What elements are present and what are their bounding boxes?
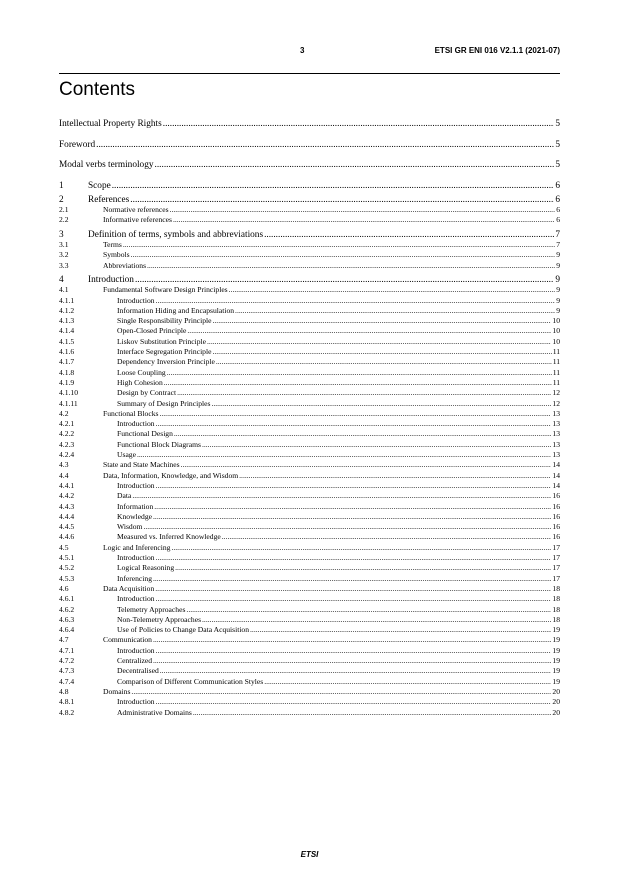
toc-entry-page: 17 xyxy=(552,553,560,562)
toc-entry-number: 4.1.11 xyxy=(59,398,78,408)
toc-entry-number: 4.4.5 xyxy=(59,522,75,532)
toc-leader-dots xyxy=(250,626,551,634)
toc-entry[interactable] xyxy=(59,461,560,469)
toc-entry-page: 14 xyxy=(552,480,560,490)
toc-leader-dots xyxy=(164,379,552,387)
toc-entry-number: 4.4 xyxy=(59,470,69,480)
toc-entry-page: 19 xyxy=(552,625,560,635)
page-number: 3 xyxy=(300,46,305,55)
toc-entry-page: 5 xyxy=(555,139,560,150)
toc-entry-page: 11 xyxy=(552,347,560,356)
toc-entry[interactable] xyxy=(59,420,560,428)
toc-leader-dots xyxy=(173,216,555,224)
toc-entry-title: Functional Design xyxy=(117,429,173,439)
toc-entry-title: Logic and Inferencing xyxy=(103,542,171,552)
toc-entry[interactable] xyxy=(59,451,560,459)
toc-entry-page: 16 xyxy=(552,522,560,532)
toc-entry-number: 4.5.3 xyxy=(59,573,75,583)
toc-entry[interactable] xyxy=(59,141,560,150)
toc-entry-number: 4.7.2 xyxy=(59,656,75,665)
toc-entry-title: Non-Telemetry Approaches xyxy=(117,614,202,624)
toc-leader-dots xyxy=(132,492,551,500)
toc-leader-dots xyxy=(202,441,551,449)
toc-entry[interactable] xyxy=(59,389,560,397)
toc-entry[interactable] xyxy=(59,647,560,655)
toc-entry[interactable] xyxy=(59,472,560,480)
toc-entry-number: 4.7 xyxy=(59,635,69,645)
toc-leader-dots xyxy=(153,575,551,583)
toc-entry-number: 4.1.5 xyxy=(59,336,75,346)
toc-entry-number: 3.2 xyxy=(59,250,69,260)
toc-entry-page: 13 xyxy=(552,439,560,449)
toc-entry-page: 19 xyxy=(552,676,560,686)
toc-entry-page: 20 xyxy=(552,686,560,696)
toc-leader-dots xyxy=(222,533,552,541)
toc-entry-page: 10 xyxy=(552,336,560,346)
toc-entry-page: 5 xyxy=(555,119,560,129)
toc-entry[interactable] xyxy=(59,523,560,531)
toc-entry-number: 4.6.3 xyxy=(59,614,75,624)
toc-leader-dots xyxy=(171,544,551,552)
toc-entry-page: 19 xyxy=(552,645,560,655)
toc-entry-page: 10 xyxy=(552,316,560,326)
toc-entry-title: Data, Information, Knowledge, and Wisdom xyxy=(103,470,239,480)
toc-leader-dots xyxy=(156,297,556,305)
toc-entry-page: 12 xyxy=(552,388,560,398)
toc-entry-number: 4.7.4 xyxy=(59,676,75,686)
toc-entry-title: Symbols xyxy=(103,250,130,260)
toc-entry-title: Measured vs. Inferred Knowledge xyxy=(117,532,221,542)
toc-entry-page: 12 xyxy=(552,398,560,408)
toc-entry-title: Inferencing xyxy=(117,573,152,583)
toc-entry-title: Functional Block Diagrams xyxy=(117,439,201,449)
toc-entry-page: 6 xyxy=(555,194,560,205)
toc-entry-page: 10 xyxy=(552,326,560,336)
toc-entry-number: 2.1 xyxy=(59,205,69,215)
toc-entry-title: Modal verbs terminology xyxy=(59,160,154,170)
toc-entry[interactable] xyxy=(59,544,560,552)
toc-entry-page: 20 xyxy=(552,707,560,717)
toc-entry-number: 4.4.4 xyxy=(59,511,75,521)
toc-entry-number: 3.3 xyxy=(59,260,69,270)
toc-entry-page: 9 xyxy=(556,305,560,315)
toc-entry-title: Foreword xyxy=(59,139,96,150)
toc-leader-dots xyxy=(156,482,552,490)
toc-entry-number: 4.8.2 xyxy=(59,707,75,717)
toc-entry-page: 5 xyxy=(555,160,560,170)
toc-entry-number: 4.1.10 xyxy=(59,388,78,398)
toc-entry-page: 13 xyxy=(552,419,560,429)
toc-entry[interactable] xyxy=(59,231,560,240)
toc-entry-title: Functional Blocks xyxy=(103,408,159,418)
toc-entry-number: 4.4.2 xyxy=(59,491,75,501)
toc-entry-title: Fundamental Software Design Principles xyxy=(103,285,228,295)
toc-entry-number: 4.2.4 xyxy=(59,450,75,459)
toc-entry-title: Wisdom xyxy=(117,522,143,532)
toc-entry-number: 4.7.3 xyxy=(59,666,75,676)
toc-entry-number: 4.1 xyxy=(59,285,69,295)
toc-entry-page: 9 xyxy=(556,260,560,270)
toc-entry-page: 6 xyxy=(556,205,560,215)
toc-entry-page: 13 xyxy=(552,408,560,418)
toc-entry-number: 4.1.6 xyxy=(59,347,75,356)
toc-entry[interactable] xyxy=(59,251,560,259)
toc-entry-number: 4.4.1 xyxy=(59,480,75,490)
toc-leader-dots xyxy=(156,698,552,706)
toc-entry-page: 9 xyxy=(555,274,560,285)
toc-entry-number: 4.5.2 xyxy=(59,563,75,573)
toc-entry-number: 4.2.2 xyxy=(59,429,75,439)
toc-entry-page: 13 xyxy=(552,450,560,459)
toc-entry-page: 19 xyxy=(552,656,560,665)
toc-leader-dots xyxy=(163,120,555,129)
toc-entry-title: Centralized xyxy=(117,656,152,665)
toc-entry-page: 7 xyxy=(555,229,560,240)
document-reference: ETSI GR ENI 016 V2.1.1 (2021-07) xyxy=(434,46,560,55)
toc-leader-dots xyxy=(181,461,552,469)
toc-leader-dots xyxy=(186,606,551,614)
toc-entry[interactable] xyxy=(59,206,560,214)
toc-entry[interactable] xyxy=(59,216,560,224)
toc-entry[interactable] xyxy=(59,678,560,686)
toc-entry[interactable] xyxy=(59,161,560,170)
toc-entry-number: 4.4.6 xyxy=(59,532,75,542)
toc-entry-number: 4.6 xyxy=(59,583,69,593)
toc-leader-dots xyxy=(130,196,554,205)
toc-entry-number: 4.3 xyxy=(59,460,69,470)
toc-entry-number: 4.4.3 xyxy=(59,501,75,511)
toc-entry-title: Introduction xyxy=(117,419,155,429)
toc-entry[interactable] xyxy=(59,196,560,205)
toc-entry-page: 6 xyxy=(555,180,560,191)
toc-entry[interactable] xyxy=(59,482,560,490)
toc-entry-page: 18 xyxy=(552,604,560,614)
toc-entry-title: Administrative Domains xyxy=(117,707,192,717)
toc-leader-dots xyxy=(159,410,551,418)
toc-entry-title: Decentralised xyxy=(117,666,159,676)
toc-entry[interactable] xyxy=(59,348,560,356)
toc-entry-page: 9 xyxy=(556,295,560,305)
toc-entry[interactable] xyxy=(59,595,560,603)
toc-entry[interactable] xyxy=(59,667,560,675)
toc-entry[interactable] xyxy=(59,503,560,511)
toc-entry[interactable] xyxy=(59,327,560,335)
toc-entry-title: Introduction xyxy=(117,697,155,707)
toc-entry-title: Information xyxy=(117,501,154,511)
toc-entry[interactable] xyxy=(59,441,560,449)
toc-entry[interactable] xyxy=(59,626,560,634)
toc-leader-dots xyxy=(131,688,551,696)
toc-entry-page: 18 xyxy=(552,583,560,593)
toc-entry-number: 1 xyxy=(59,180,64,191)
toc-entry-number: 4.5.1 xyxy=(59,553,75,562)
toc-leader-dots xyxy=(170,206,556,214)
toc-entry[interactable] xyxy=(59,430,560,438)
toc-leader-dots xyxy=(213,317,552,325)
toc-entry-title: Scope xyxy=(88,180,111,191)
toc-leader-dots xyxy=(235,307,555,315)
toc-entry[interactable] xyxy=(59,492,560,500)
toc-entry[interactable] xyxy=(59,297,560,305)
toc-entry-number: 4.1.7 xyxy=(59,357,75,367)
toc-entry-page: 16 xyxy=(552,491,560,501)
contents-title: Contents xyxy=(59,79,136,100)
toc-leader-dots xyxy=(160,667,552,675)
toc-entry[interactable] xyxy=(59,410,560,418)
toc-entry-title: Definition of terms, symbols and abbreviations xyxy=(88,229,264,240)
toc-entry[interactable] xyxy=(59,616,560,624)
toc-leader-dots xyxy=(202,616,551,624)
toc-entry-number: 4.2 xyxy=(59,408,69,418)
toc-entry[interactable] xyxy=(59,400,560,408)
toc-entry[interactable] xyxy=(59,575,560,583)
toc-entry-title: High Cohesion xyxy=(117,377,163,387)
toc-entry-number: 4.7.1 xyxy=(59,645,75,655)
toc-entry-title: Usage xyxy=(117,450,136,459)
toc-entry-title: Terms xyxy=(103,240,122,249)
toc-entry-title: Dependency Inversion Principle xyxy=(117,357,215,367)
toc-leader-dots xyxy=(155,585,551,593)
toc-entry-title: Summary of Design Principles xyxy=(117,398,211,408)
toc-entry-number: 4.1.1 xyxy=(59,295,75,305)
toc-entry-page: 6 xyxy=(556,215,560,225)
toc-entry-title: Data Acquisition xyxy=(103,583,155,593)
toc-entry-title: Loose Coupling xyxy=(117,367,166,377)
toc-entry-title: Communication xyxy=(103,635,152,645)
toc-entry[interactable] xyxy=(59,338,560,346)
toc-leader-dots xyxy=(137,451,551,459)
toc-entry[interactable] xyxy=(59,564,560,572)
toc-entry-title: Introduction xyxy=(117,594,155,604)
toc-leader-dots xyxy=(156,420,552,428)
toc-leader-dots xyxy=(143,523,551,531)
toc-entry-number: 4.6.4 xyxy=(59,625,75,635)
toc-entry-title: Introduction xyxy=(117,553,155,562)
toc-entry-title: Logical Reasoning xyxy=(117,563,175,573)
toc-entry-number: 4.6.2 xyxy=(59,604,75,614)
toc-entry-title: Use of Policies to Change Data Acquisition xyxy=(117,625,250,635)
toc-entry-page: 9 xyxy=(556,250,560,260)
toc-entry-title: Data xyxy=(117,491,132,501)
toc-entry-number: 4.1.9 xyxy=(59,377,75,387)
toc-leader-dots xyxy=(156,595,552,603)
toc-entry-title: Information Hiding and Encapsulation xyxy=(117,305,235,315)
toc-leader-dots xyxy=(229,286,556,294)
toc-entry-number: 4.1.2 xyxy=(59,305,75,315)
toc-entry[interactable] xyxy=(59,262,560,270)
toc-entry-title: Knowledge xyxy=(117,511,153,521)
toc-entry-page: 17 xyxy=(552,573,560,583)
toc-entry[interactable] xyxy=(59,358,560,366)
header-rule xyxy=(59,73,560,74)
toc-entry-title: Introduction xyxy=(88,274,134,285)
toc-leader-dots xyxy=(96,141,554,150)
toc-entry-page: 18 xyxy=(552,614,560,624)
toc-entry-page: 17 xyxy=(552,563,560,573)
toc-entry[interactable] xyxy=(59,688,560,696)
toc-entry-number: 3 xyxy=(59,229,64,240)
toc-leader-dots xyxy=(264,678,551,686)
toc-entry-page: 7 xyxy=(556,240,560,249)
toc-entry-page: 11 xyxy=(552,377,560,387)
toc-entry-page: 19 xyxy=(552,635,560,645)
toc-entry-title: References xyxy=(88,194,130,205)
toc-entry-title: Introduction xyxy=(117,295,155,305)
toc-entry-page: 20 xyxy=(552,697,560,707)
toc-entry-number: 4.2.3 xyxy=(59,439,75,449)
toc-entry-title: Informative references xyxy=(103,215,172,225)
toc-entry[interactable] xyxy=(59,379,560,387)
toc-leader-dots xyxy=(155,161,555,170)
toc-entry[interactable] xyxy=(59,554,560,562)
toc-leader-dots xyxy=(123,241,555,249)
toc-leader-dots xyxy=(175,564,551,572)
toc-entry-title: Abbreviations xyxy=(103,260,147,270)
toc-entry[interactable] xyxy=(59,636,560,644)
toc-leader-dots xyxy=(187,327,551,335)
toc-entry-page: 16 xyxy=(552,511,560,521)
toc-entry-number: 3.1 xyxy=(59,240,69,249)
toc-entry[interactable] xyxy=(59,533,560,541)
toc-leader-dots xyxy=(264,231,554,240)
toc-entry-title: Open-Closed Principle xyxy=(117,326,187,336)
toc-entry[interactable] xyxy=(59,698,560,706)
toc-entry[interactable] xyxy=(59,307,560,315)
toc-entry-title: Comparison of Different Communication Styles xyxy=(117,676,264,686)
toc-entry-page: 11 xyxy=(552,357,560,367)
toc-entry[interactable] xyxy=(59,606,560,614)
toc-leader-dots xyxy=(147,262,555,270)
toc-entry-number: 4.8 xyxy=(59,686,69,696)
toc-entry-number: 4.8.1 xyxy=(59,697,75,707)
toc-entry-title: Single Responsibility Principle xyxy=(117,316,212,326)
toc-leader-dots xyxy=(153,657,551,665)
toc-leader-dots xyxy=(156,647,552,655)
toc-entry-page: 14 xyxy=(552,470,560,480)
toc-entry[interactable] xyxy=(59,585,560,593)
toc-leader-dots xyxy=(153,636,551,644)
toc-entry-number: 2.2 xyxy=(59,215,69,225)
toc-entry[interactable] xyxy=(59,276,560,285)
toc-entry[interactable] xyxy=(59,241,560,249)
toc-entry-title: Normative references xyxy=(103,205,169,215)
toc-entry-number: 2 xyxy=(59,194,64,205)
toc-leader-dots xyxy=(112,182,555,191)
toc-entry[interactable] xyxy=(59,369,560,377)
toc-entry-page: 11 xyxy=(552,367,560,377)
toc-entry[interactable] xyxy=(59,709,560,717)
toc-entry-title: Introduction xyxy=(117,480,155,490)
toc-entry[interactable] xyxy=(59,286,560,294)
toc-leader-dots xyxy=(211,400,551,408)
toc-leader-dots xyxy=(153,513,551,521)
toc-entry-title: Telemetry Approaches xyxy=(117,604,186,614)
toc-leader-dots xyxy=(167,369,552,377)
toc-entry-page: 17 xyxy=(552,542,560,552)
toc-leader-dots xyxy=(177,389,551,397)
toc-entry-number: 4.2.1 xyxy=(59,419,75,429)
toc-leader-dots xyxy=(131,251,556,259)
toc-entry-number: 4 xyxy=(59,274,64,285)
page-header xyxy=(0,46,619,60)
toc-leader-dots xyxy=(156,554,552,562)
footer-publisher: ETSI xyxy=(300,850,319,859)
toc-leader-dots xyxy=(154,503,551,511)
toc-entry-page: 16 xyxy=(552,532,560,542)
toc-entry-title: Design by Contract xyxy=(117,388,177,398)
toc-entry[interactable] xyxy=(59,513,560,521)
toc-leader-dots xyxy=(174,430,552,438)
toc-entry-title: Introduction xyxy=(117,645,155,655)
toc-entry-title: Interface Segregation Principle xyxy=(117,347,212,356)
toc-entry-title: Liskov Substitution Principle xyxy=(117,336,207,346)
toc-entry[interactable] xyxy=(59,182,560,191)
toc-entry-page: 14 xyxy=(552,460,560,470)
toc-leader-dots xyxy=(135,276,554,285)
toc-entry-title: Intellectual Property Rights xyxy=(59,119,162,129)
toc-entry-page: 18 xyxy=(552,594,560,604)
toc-entry[interactable] xyxy=(59,120,560,129)
toc-entry-page: 13 xyxy=(552,429,560,439)
toc-leader-dots xyxy=(212,348,551,356)
toc-entry-number: 4.6.1 xyxy=(59,594,75,604)
toc-entry-number: 4.1.3 xyxy=(59,316,75,326)
toc-entry-page: 9 xyxy=(556,285,560,295)
toc-entry-page: 19 xyxy=(552,666,560,676)
toc-entry-title: State and State Machines xyxy=(103,460,180,470)
toc-entry-number: 4.5 xyxy=(59,542,69,552)
toc-entry-number: 4.1.8 xyxy=(59,367,75,377)
toc-entry-title: Domains xyxy=(103,686,131,696)
toc-leader-dots xyxy=(193,709,552,717)
toc-leader-dots xyxy=(239,472,551,480)
toc-leader-dots xyxy=(216,358,552,366)
toc-entry-number: 4.1.4 xyxy=(59,326,75,336)
toc-leader-dots xyxy=(207,338,551,346)
toc-entry-page: 16 xyxy=(552,501,560,511)
toc-entry[interactable] xyxy=(59,317,560,325)
toc-entry[interactable] xyxy=(59,657,560,665)
